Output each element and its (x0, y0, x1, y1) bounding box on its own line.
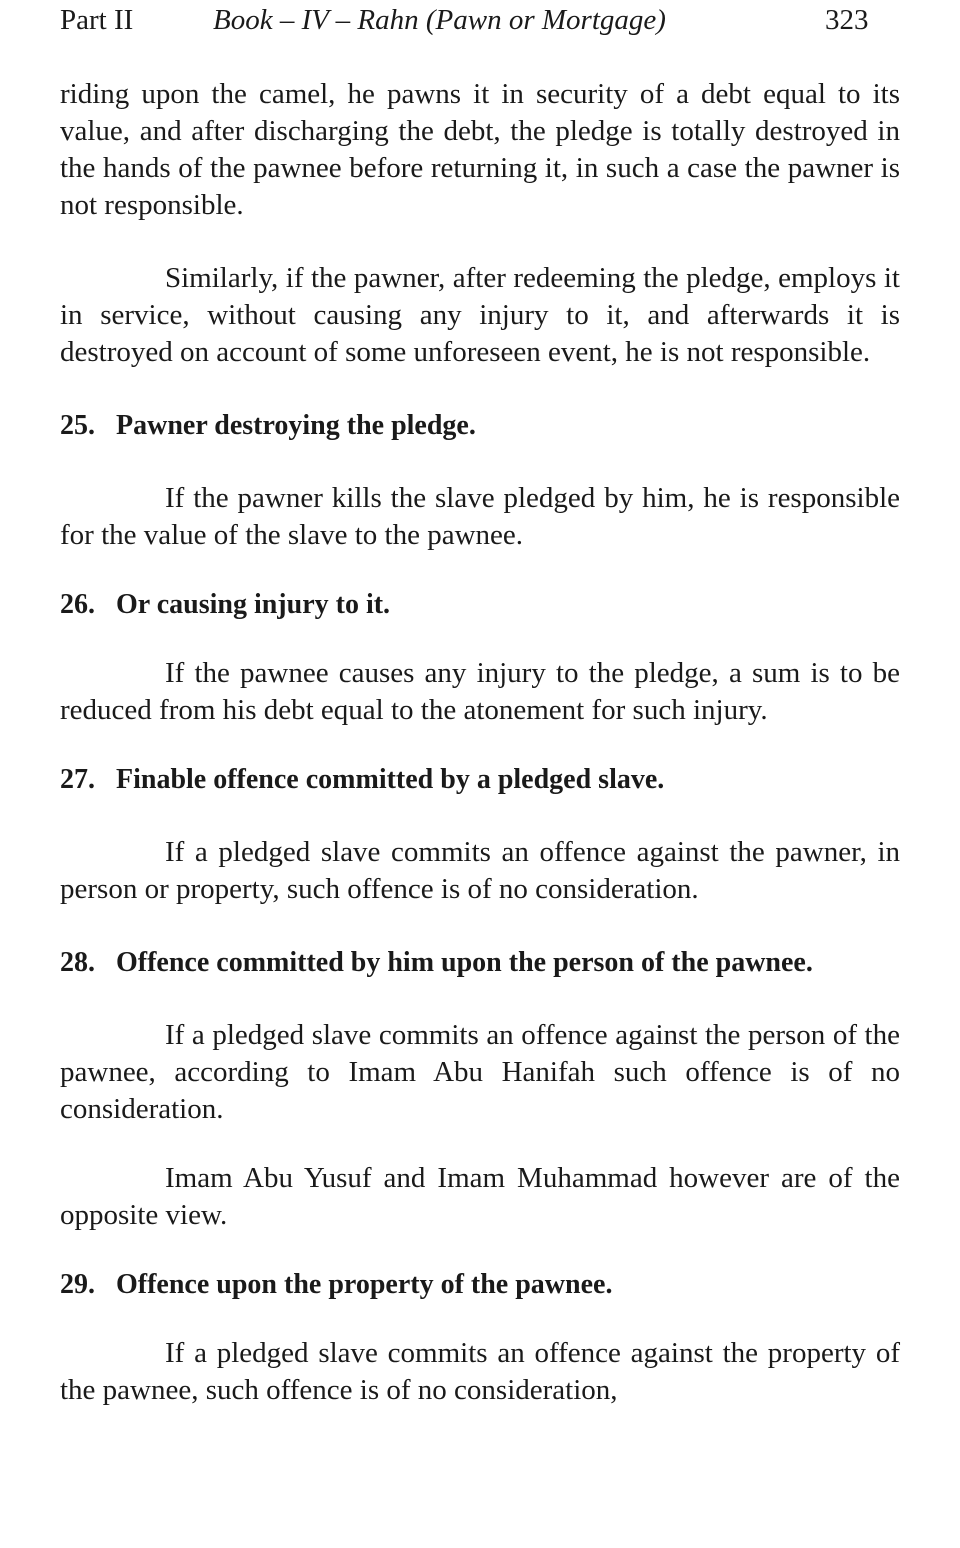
book-title: Book – IV – Rahn (Pawn or Mortgage) (213, 4, 666, 36)
section-number: 27. (60, 764, 95, 795)
section-title: Offence committed by him upon the person of the pawnee. (116, 947, 813, 978)
section-title: Offence upon the property of the pawnee. (116, 1269, 613, 1300)
section-number: 28. (60, 947, 95, 978)
section-title: Or causing injury to it. (116, 589, 391, 620)
paragraph: If a pledged slave commits an offence against the pawner, in person or property, such offence is of no consideration. (60, 836, 900, 905)
section-heading-29 (60, 1266, 900, 1303)
section-number: 29. (60, 1269, 95, 1300)
section-title: Finable offence committed by a pledged slave. (116, 764, 665, 795)
paragraph: If the pawnee causes any injury to the pledge, a sum is to be reduced from his debt equal to the atonement for such injury. (60, 657, 900, 726)
page-body (60, 76, 900, 1409)
page-number: 323 (825, 4, 869, 36)
section-heading-27 (60, 761, 900, 798)
running-head (60, 0, 900, 46)
paragraph: If the pawner kills the slave pledged by him, he is responsible for the value of the slave to the pawnee. (60, 482, 900, 551)
section-number: 26. (60, 589, 95, 620)
section-title: Pawner destroying the pledge. (116, 410, 476, 441)
book-page (60, 0, 900, 1406)
section-heading-28 (60, 944, 900, 981)
paragraph: Imam Abu Yusuf and Imam Muhammad however are of the opposite view. (60, 1162, 900, 1231)
section-heading-26 (60, 586, 900, 623)
paragraph: If a pledged slave commits an offence against the person of the pawnee, according to Imam Abu Hanifah such offence is of no consideration. (60, 1019, 900, 1125)
paragraph: riding upon the camel, he pawns it in security of a debt equal to its value, and after discharging the debt, the pledge is totally destroyed in the hands of the pawnee before returning it, in such a case the pawner is not responsible. (60, 78, 900, 221)
section-heading-25 (60, 407, 900, 444)
paragraph: If a pledged slave commits an offence against the property of the pawnee, such offence is of no consideration, (60, 1337, 900, 1406)
paragraph: Similarly, if the pawner, after redeeming the pledge, employs it in service, without causing any injury to it, and afterwards it is destroyed on account of some unforeseen event, he is not responsible. (60, 262, 900, 368)
part-label: Part II (60, 4, 134, 36)
section-number: 25. (60, 410, 95, 441)
